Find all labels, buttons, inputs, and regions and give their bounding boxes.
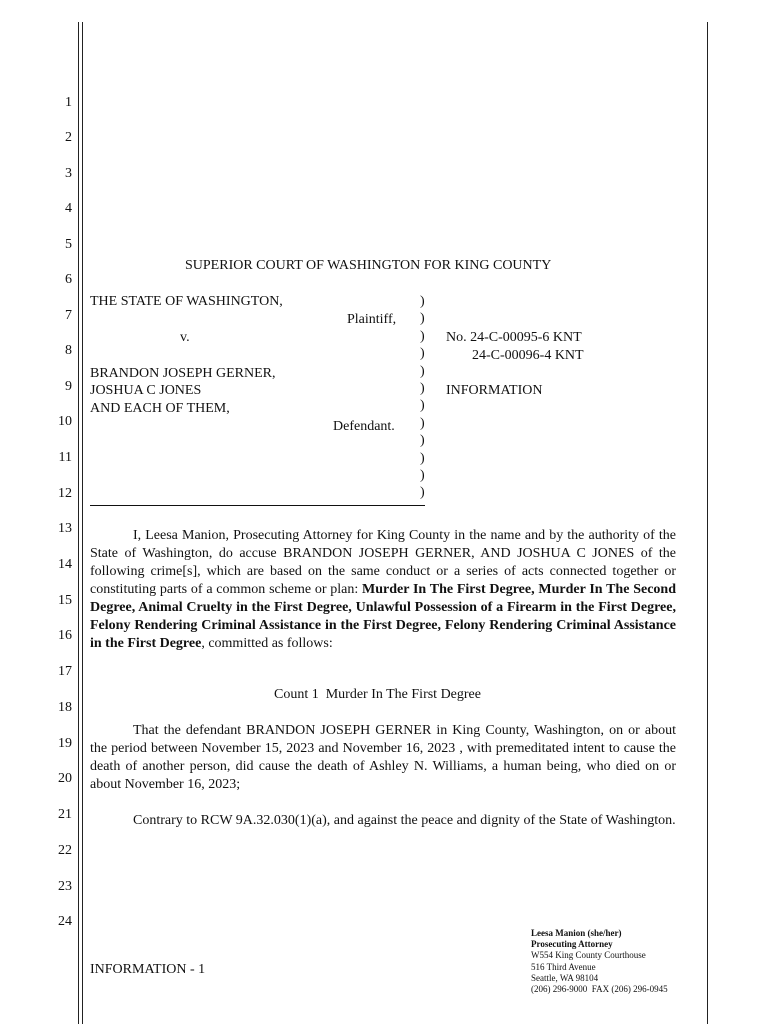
line-number: 2 (65, 130, 72, 145)
caption-paren: ) (420, 311, 425, 327)
attorney-name: Leesa Manion (she/her) (531, 928, 622, 938)
line-number: 22 (58, 843, 72, 858)
line-number: 9 (65, 379, 72, 394)
line-number: 4 (65, 201, 72, 216)
caption-paren: ) (420, 485, 425, 501)
page-label: INFORMATION - 1 (90, 962, 206, 977)
caption-paren: ) (420, 398, 425, 414)
attorney-address-3: Seattle, WA 98104 (531, 972, 599, 983)
defendant-name-2: JOSHUA C JONES (90, 383, 202, 398)
caption-paren: ) (420, 415, 425, 431)
caption-paren: ) (420, 346, 425, 362)
caption-parentheses (420, 293, 425, 502)
court-title: SUPERIOR COURT OF WASHINGTON FOR KING COUNTY (185, 258, 552, 273)
document-type: INFORMATION (446, 383, 543, 398)
line-number: 20 (58, 771, 72, 786)
line-number: 15 (58, 593, 72, 608)
line-number: 17 (58, 664, 72, 679)
line-number: 10 (58, 414, 72, 429)
line-number: 5 (65, 237, 72, 252)
caption-paren: ) (420, 468, 425, 484)
line-number: 6 (65, 272, 72, 287)
line-number: 24 (58, 914, 72, 929)
defendant-name-1: BRANDON JOSEPH GERNER, (90, 366, 276, 381)
line-number: 1 (65, 95, 72, 110)
count-heading: Count 1 Murder In The First Degree (274, 687, 481, 702)
attorney-address-1: W554 King County Courthouse (531, 950, 646, 961)
left-margin-rule-outer (78, 22, 79, 1024)
case-number-1: No. 24-C-00095-6 KNT (446, 330, 582, 345)
plaintiff-label: Plaintiff, (347, 312, 397, 327)
caption-paren: ) (420, 433, 425, 449)
line-number: 23 (58, 879, 72, 894)
caption-paren: ) (420, 381, 425, 397)
line-number: 12 (58, 486, 72, 501)
line-number: 7 (65, 308, 72, 323)
plaintiff-name: THE STATE OF WASHINGTON, (90, 294, 283, 309)
caption-paren: ) (420, 363, 425, 379)
caption-paren: ) (420, 328, 425, 344)
versus-label: v. (180, 330, 190, 345)
attorney-title: Prosecuting Attorney (531, 939, 613, 950)
defendant-name-3: AND EACH OF THEM, (90, 401, 230, 416)
defendant-label: Defendant. (333, 419, 395, 434)
right-margin-rule (707, 22, 708, 1024)
line-number: 13 (58, 521, 72, 536)
intro-text-end: , committed as follows: (201, 636, 333, 651)
intro-text: I, Leesa Manion, Prosecuting Attorney for King County in the name and by the authority of the State of Washington, do accuse BRANDON JOSEPH GERNER, AND JOSHUA C JONES of the following crime[s], which are based on the same conduct or a series of acts connected together or constituting parts of a common scheme or plan: (90, 528, 676, 597)
caption-paren: ) (420, 450, 425, 466)
intro-paragraph (90, 527, 676, 653)
case-number-2: 24-C-00096-4 KNT (472, 348, 584, 363)
line-number: 16 (58, 628, 72, 643)
line-number: 11 (58, 450, 72, 465)
attorney-block (531, 928, 668, 995)
attorney-address-2: 516 Third Avenue (531, 961, 596, 972)
count-paragraph: That the defendant BRANDON JOSEPH GERNER in King County, Washington, on or about the period between November 15, 2023 and November 16, 2023 , with premeditated intent to cause the death of another person, did cause the death of Ashley N. Williams, a human being, who died on or about November 16, 2023; (90, 723, 676, 792)
line-number: 8 (65, 343, 72, 358)
caption-paren: ) (420, 294, 425, 309)
left-margin-rule-inner (82, 22, 83, 1024)
line-number: 19 (58, 736, 72, 751)
crimes-list: Murder In The First Degree, Murder In The Second Degree, Animal Cruelty in the First Degree, Unlawful Possession of a Firearm in the First Degree, Felony Rendering Criminal Assistance in the First Degree, Felony Rendering Criminal Assistance in the First Degree (90, 582, 676, 651)
line-number: 14 (58, 557, 72, 572)
line-number: 18 (58, 700, 72, 715)
line-number: 3 (65, 166, 72, 181)
line-number: 21 (58, 807, 72, 822)
caption-underline (90, 505, 425, 506)
contrary-paragraph: Contrary to RCW 9A.32.030(1)(a), and against the peace and dignity of the State of Washington. (133, 813, 676, 828)
attorney-phone: (206) 296-9000 FAX (206) 296-0945 (531, 984, 668, 995)
